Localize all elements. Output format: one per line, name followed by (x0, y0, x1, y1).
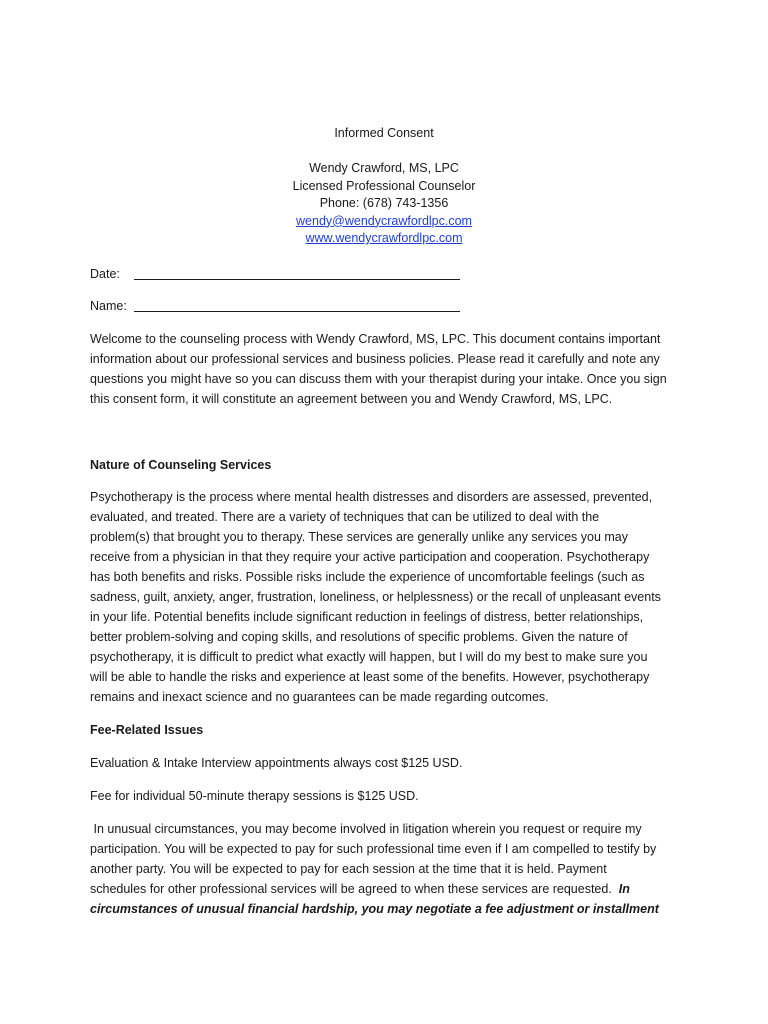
intake-fee-text (90, 753, 684, 773)
welcome-line: questions you might have so you can discuss them with your therapist during your intake. Once you sign (90, 372, 667, 386)
counselor-phone: Phone: (678) 743-1356 (319, 196, 449, 210)
email-link[interactable]: wendy@wendycrawfordlpc.com (296, 213, 472, 228)
litigation-line: participation. You will be expected to pay for such professional time even if I am compelled to testify by (90, 842, 657, 856)
intake-fee-line: Evaluation & Intake Interview appointments always cost $125 USD. (90, 756, 463, 770)
nature-line: better problem-solving and coping skills, and resolutions of specific problems. Given the nature of (90, 630, 628, 644)
header-spacer (0, 143, 768, 161)
name-field (90, 298, 127, 314)
nature-line: sadness, guilt, anxiety, anger, frustration, loneliness, or helplessness) or the recall of unpleasant events (90, 590, 661, 604)
nature-line: psychotherapy, it is difficult to predict what exactly will happen, but I will do my best to make sure you (90, 650, 648, 664)
name-blank-line[interactable] (134, 311, 460, 312)
nature-line: has both benefits and risks. Possible risks include the experience of uncomfortable feelings (such as (90, 570, 645, 584)
nature-line: in your life. Potential benefits include significant reduction in feelings of distress, better relationships, (90, 610, 644, 624)
nature-line: problem(s) that brought you to therapy. These services are generally unlike any services you may (90, 530, 628, 544)
session-fee-line: Fee for individual 50-minute therapy sessions is $125 USD. (90, 789, 419, 803)
schedules-text: schedules for other professional services will be agreed to when these services are requested. (90, 882, 619, 896)
nature-line: receive from a physician in that they require your active participation and cooperation. Psychotherapy (90, 550, 650, 564)
nature-line: remains and inexact science and no guarantees can be made regarding outcomes. (90, 690, 549, 704)
litigation-paragraph (90, 819, 684, 919)
litigation-line: In unusual circumstances, you may become involved in litigation wherein you request or require my (90, 822, 642, 836)
name-label: Name: (90, 299, 127, 313)
counselor-title: Licensed Professional Counselor (292, 178, 476, 193)
nature-heading: Nature of Counseling Services (90, 458, 272, 472)
date-label: Date: (90, 267, 120, 281)
litigation-line: another party. You will be expected to pay for each session at the time that it is held. Payment (90, 862, 607, 876)
nature-line: Psychotherapy is the process where mental health distresses and disorders are assessed, prevented, (90, 490, 653, 504)
document-header (0, 125, 768, 248)
nature-line: evaluated, and treated. There are a variety of techniques that can be utilized to deal with the (90, 510, 600, 524)
welcome-paragraph (90, 329, 684, 409)
counselor-name: Wendy Crawford, MS, LPC (309, 161, 459, 175)
hardship-emphasis-start: In (618, 882, 630, 896)
welcome-line: information about our professional services and business policies. Please read it carefully and note any (90, 352, 660, 366)
welcome-line: Welcome to the counseling process with Wendy Crawford, MS, LPC. This document contains important (90, 332, 661, 346)
litigation-line (90, 879, 684, 899)
nature-paragraph (90, 487, 684, 707)
date-field (90, 266, 120, 282)
website-link[interactable]: www.wendycrawfordlpc.com (305, 231, 463, 245)
hardship-emphasis: circumstances of unusual financial hardship, you may negotiate a fee adjustment or installment (90, 902, 659, 916)
date-blank-line[interactable] (134, 279, 460, 280)
session-fee-text (90, 786, 684, 806)
nature-line: will be able to handle the risks and experience at least some of the benefits. However, psychotherapy (90, 670, 650, 684)
welcome-line: this consent form, it will constitute an agreement between you and Wendy Crawford, MS, LPC. (90, 392, 613, 406)
fees-heading: Fee-Related Issues (90, 723, 204, 737)
document-title: Informed Consent (334, 126, 434, 140)
